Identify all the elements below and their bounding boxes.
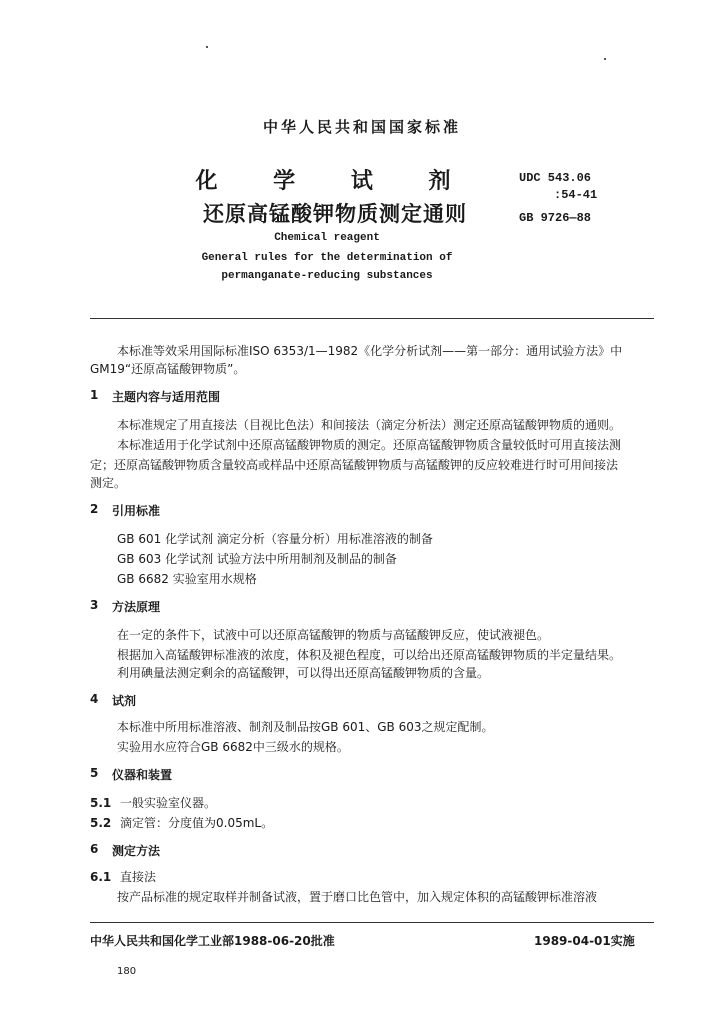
clause-5-1: 一般实验室仪器。: [120, 796, 217, 810]
implementation-date: 1989-04-01实施: [534, 934, 635, 948]
section-2-title: 引用标准: [112, 504, 161, 518]
english-title-line1: Chemical reagent: [274, 232, 380, 244]
document-title-line1: 化 学 试 剂: [195, 169, 475, 194]
section-1-para2-line3: 测定。: [90, 476, 127, 490]
clause-5-1-number: 5.1: [90, 796, 112, 810]
section-1-para2-line1: 本标准适用于化学试剂中还原高锰酸钾物质的测定。还原高锰酸钾物质含量较低时可用直接法测: [117, 438, 622, 452]
section-4-para2: 实验用水应符合GB 6682中三级水的规格。: [117, 740, 349, 754]
document-title-line2: 还原高锰酸钾物质测定通则: [203, 202, 467, 226]
udc-code-suffix: :54-41: [554, 188, 598, 202]
english-title-line2: General rules for the determination of: [201, 252, 453, 264]
section-2-number: 2: [90, 502, 99, 516]
reference-gb6682: GB 6682 实验室用水规格: [117, 572, 257, 586]
header-divider: [90, 318, 654, 319]
clause-5-2: 滴定管：分度值为0.05mL。: [120, 816, 274, 830]
udc-code: UDC 543.06: [519, 171, 592, 185]
section-5-title: 仪器和装置: [112, 768, 173, 782]
standard-category: 中华人民共和国国家标准: [262, 118, 461, 136]
clause-6-1-number: 6.1: [90, 870, 112, 884]
intro-line1: 本标准等效采用国际标准ISO 6353/1—1982《化学分析试剂——第一部分：通用试验方法》中: [117, 344, 623, 358]
section-1-para1: 本标准规定了用直接法（目视比色法）和间接法（滴定分析法）测定还原高锰酸钾物质的通则。: [117, 418, 622, 432]
section-3-para3: 利用碘量法测定剩余的高锰酸钾，可以得出还原高锰酸钾物质的含量。: [117, 666, 490, 680]
clause-6-1-title: 直接法: [120, 870, 157, 884]
section-1-title: 主题内容与适用范围: [112, 390, 221, 404]
english-title-line3: permanganate-reducing substances: [221, 270, 433, 282]
section-6-title: 测定方法: [112, 844, 161, 858]
section-1-number: 1: [90, 388, 99, 402]
section-5-number: 5: [90, 766, 99, 780]
section-4-number: 4: [90, 692, 99, 706]
reference-gb603: GB 603 化学试剂 试验方法中所用制剂及制品的制备: [117, 552, 397, 566]
approval-info: 中华人民共和国化学工业部1988-06-20批准: [90, 934, 335, 948]
gb-number: GB 9726—88: [519, 211, 592, 225]
clause-5-2-number: 5.2: [90, 816, 112, 830]
section-4-title: 试剂: [112, 694, 137, 708]
section-4-para1: 本标准中所用标准溶液、制剂及制品按GB 601、GB 603之规定配制。: [117, 720, 494, 734]
section-1-para2-line2: 定；还原高锰酸钾物质含量较高或样品中还原高锰酸钾物质与高锰酸钾的反应较难进行时可用间接法: [90, 458, 619, 472]
footer-divider: [90, 922, 654, 923]
page-number: 180: [117, 966, 137, 977]
section-6-number: 6: [90, 842, 99, 856]
intro-line2: GM19“还原高锰酸钾物质”。: [90, 362, 246, 376]
reference-gb601: GB 601 化学试剂 滴定分析（容量分析）用标准溶液的制备: [117, 532, 433, 546]
scan-speck: [604, 58, 606, 60]
section-3-number: 3: [90, 598, 99, 612]
scan-speck: [206, 46, 208, 48]
section-3-title: 方法原理: [112, 600, 161, 614]
section-3-para1: 在一定的条件下，试液中可以还原高锰酸钾的物质与高锰酸钾反应，使试液褪色。: [117, 628, 550, 642]
section-3-para2: 根据加入高锰酸钾标准液的浓度，体积及褪色程度，可以给出还原高锰酸钾物质的半定量结果。: [117, 648, 622, 662]
clause-6-1-para1: 按产品标准的规定取样并制备试液，置于磨口比色管中，加入规定体积的高锰酸钾标准溶液: [117, 890, 598, 904]
